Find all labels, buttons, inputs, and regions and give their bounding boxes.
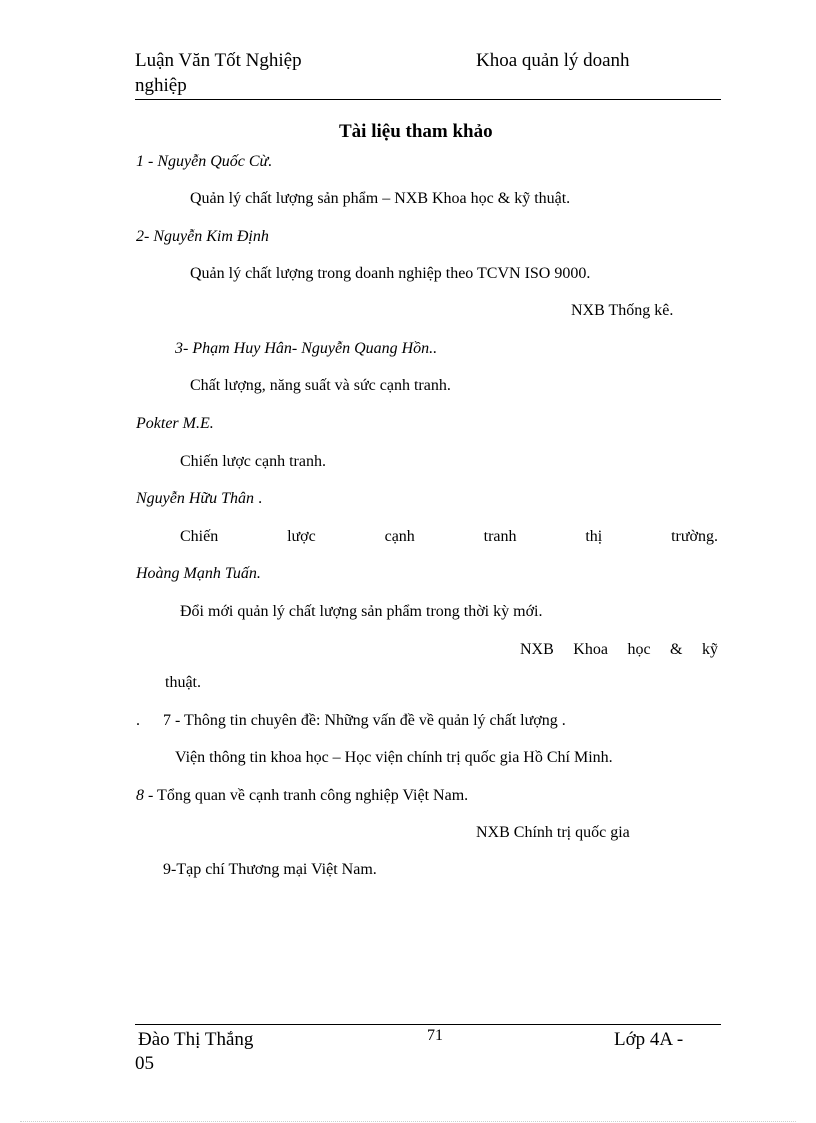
ref4-author: Pokter M.E. — [136, 415, 214, 432]
footer-class: Lớp 4A - — [614, 1029, 684, 1050]
header-rule — [135, 99, 721, 100]
ref6-pub-word: học — [627, 641, 651, 658]
ref3-work: Chất lượng, năng suất và sức cạnh tranh. — [190, 377, 451, 394]
ref8-line — [136, 787, 468, 805]
ref5-author-line — [136, 490, 262, 508]
ref5-word: thị — [585, 528, 603, 545]
ref7-title: 7 - Thông tin chuyên đề: Những vấn đề về quản lý chất lượng . — [163, 712, 566, 729]
ref8-number: 8 — [136, 787, 144, 804]
ref5-author-suffix: . — [254, 490, 263, 507]
footer-class-cont: 05 — [135, 1053, 154, 1074]
ref2-publisher: NXB Thống kê. — [571, 302, 674, 319]
ref5-work-line — [180, 528, 718, 546]
header-left-line1: Luận Văn Tốt Nghiệp — [135, 50, 302, 71]
footer-rule — [135, 1024, 721, 1025]
ref8-title: - Tổng quan về cạnh tranh công nghiệp Việt Nam. — [144, 787, 469, 804]
ref6-pub-word: NXB — [520, 641, 554, 658]
ref7-source: Viện thông tin khoa học – Học viện chính trị quốc gia Hồ Chí Minh. — [175, 749, 613, 766]
ref1-work: Quản lý chất lượng sản phẩm – NXB Khoa học & kỹ thuật. — [190, 190, 571, 207]
ref6-pub-word: kỹ — [702, 641, 718, 658]
ref5-word: tranh — [483, 528, 517, 545]
header-left-line2: nghiệp — [135, 75, 187, 96]
ref5-author: Nguyễn Hữu Thân — [136, 490, 255, 507]
ref5-word: lược — [287, 528, 316, 545]
ref5-word: Chiến — [180, 528, 219, 545]
page-title: Tài liệu tham khảo — [339, 121, 493, 142]
ref6-pub-word: & — [670, 641, 683, 658]
ref6-author: Hoàng Mạnh Tuấn. — [136, 565, 261, 582]
ref2-author: 2- Nguyễn Kim Định — [136, 228, 269, 245]
ref1-author: 1 - Nguyễn Quốc Cừ. — [136, 153, 273, 170]
ref2-work: Quản lý chất lượng trong doanh nghiệp theo TCVN ISO 9000. — [190, 265, 591, 282]
footer-author: Đào Thị Thắng — [138, 1029, 254, 1050]
ref3-author: 3- Phạm Huy Hân- Nguyễn Quang Hồn.. — [175, 340, 438, 357]
ref7-dot: . — [136, 712, 140, 729]
ref8-publisher: NXB Chính trị quốc gia — [476, 824, 630, 841]
page-edge-divider — [20, 1121, 796, 1122]
ref9: 9-Tạp chí Thương mại Việt Nam. — [163, 861, 377, 878]
ref6-pub-word: Khoa — [573, 641, 608, 658]
ref6-publisher-line — [520, 641, 718, 659]
ref6-work: Đổi mới quản lý chất lượng sản phẩm trong thời kỳ mới. — [180, 603, 543, 620]
page-number: 71 — [427, 1027, 443, 1044]
ref4-work: Chiến lược cạnh tranh. — [180, 453, 326, 470]
header-right: Khoa quản lý doanh — [476, 50, 630, 71]
ref6-publisher-cont: thuật. — [165, 674, 201, 691]
ref5-word: trường. — [671, 528, 718, 545]
ref5-word: cạnh — [384, 528, 415, 545]
